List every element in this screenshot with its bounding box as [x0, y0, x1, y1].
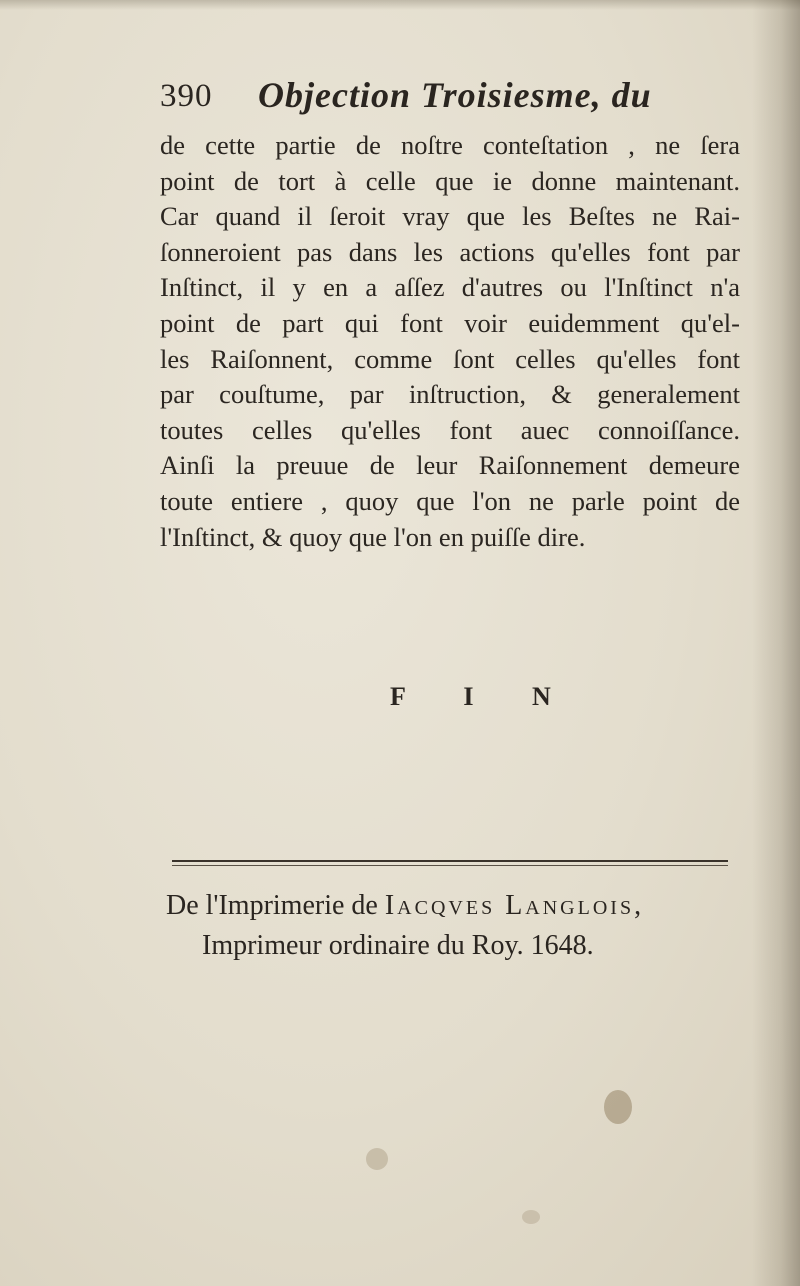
running-head: Objection Troisiesme, du: [258, 75, 652, 115]
paper-stain: [522, 1210, 540, 1224]
text-line: point de tort à celle que ie donne maintenant.: [160, 165, 740, 196]
imprint-line-1: [166, 886, 746, 926]
gutter-shadow: [752, 0, 800, 1286]
imprint-prefix: De l'Imprimerie de: [166, 890, 385, 921]
text-line: l'Inſtinct, & quoy que l'on en puiſſe dire.: [160, 521, 586, 552]
text-line: les Raiſonnent, comme ſont celles qu'elles font: [160, 343, 740, 374]
imprint-line-2: Imprimeur ordinaire du Roy. 1648.: [202, 930, 594, 961]
text-line: Ainſi la preuue de leur Raiſonnement demeure: [160, 450, 740, 481]
imprint: [166, 886, 746, 966]
text-line: ſonneroient pas dans les actions qu'elles font par: [160, 236, 740, 267]
text-line: Car quand il ſeroit vray que les Beſtes ne Rai-: [160, 201, 740, 232]
text-line: toutes celles qu'elles font auec connoiſſance.: [160, 414, 740, 445]
text-line: par couſtume, par inſtruction, & generalement: [160, 379, 740, 410]
page-header: [160, 74, 720, 126]
text-line: point de part qui font voir euidemment qu'el-: [160, 307, 740, 338]
paper-stain: [366, 1148, 388, 1170]
text-line: de cette partie de noſtre conteſtation , ne ſera: [160, 130, 740, 160]
page-number: 390: [160, 78, 213, 114]
text-line: toute entiere , quoy que l'on ne parle point de: [160, 485, 740, 516]
divider-rule: [172, 860, 728, 862]
text-line: Inſtinct, il y en a aſſez d'autres ou l'Inſtinct n'a: [160, 272, 740, 303]
body-text: [160, 128, 740, 555]
divider-rule-thin: [172, 865, 728, 866]
fin-mark: F I N: [390, 682, 577, 711]
paper-stain: [604, 1090, 632, 1124]
printer-name: Iacqves Langlois,: [384, 890, 645, 921]
page-top-edge: [0, 0, 800, 10]
